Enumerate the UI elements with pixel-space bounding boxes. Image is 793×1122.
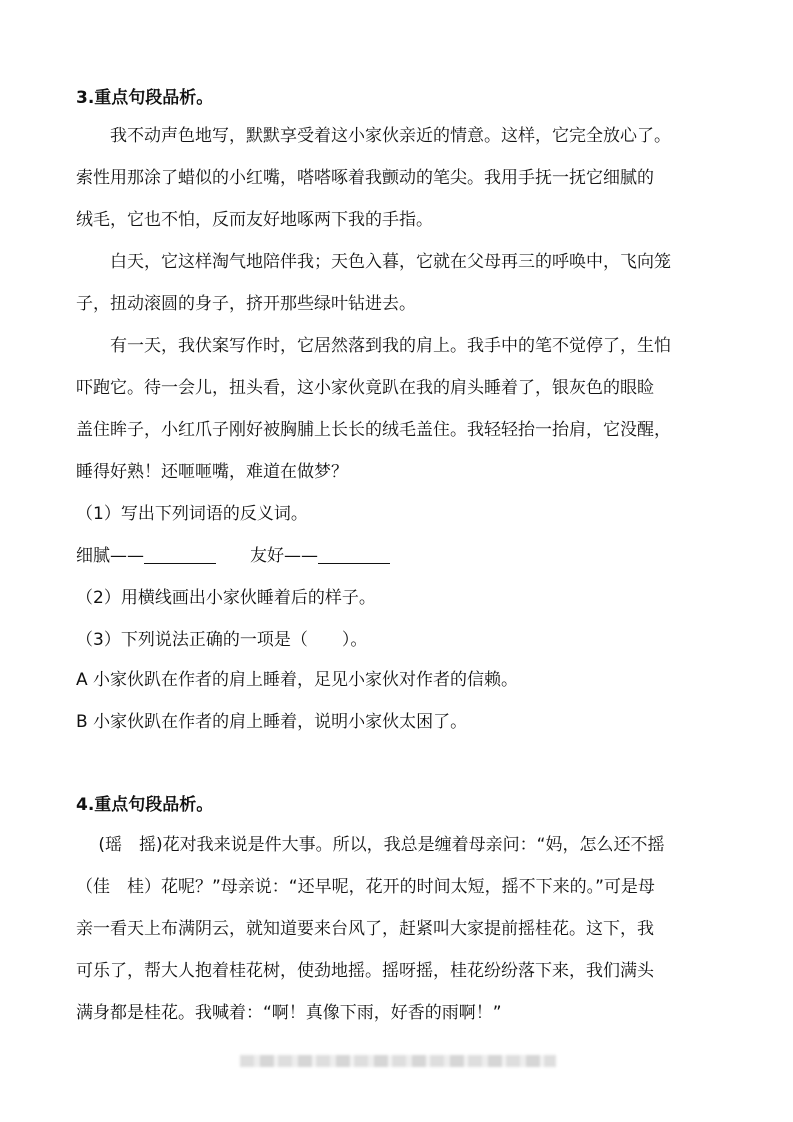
section3-text-line: 白天，它这样淘气地陪伴我；天色入暮，它就在父母再三的呼唤中，飞向笼	[76, 252, 671, 272]
question-1: （1）写出下列词语的反义词。	[76, 504, 308, 524]
answer-blank-2[interactable]	[318, 546, 390, 564]
section4-text-line: （佳 桂）花呢？”母亲说：“还早呢，花开的时间太短，摇不下来的。”可是母	[76, 877, 655, 897]
antonym-word-2: 友好——	[250, 546, 318, 566]
option-a: A 小家伙趴在作者的肩上睡着，足见小家伙对作者的信赖。	[76, 670, 519, 690]
section3-text-line: 绒毛，它也不怕，反而友好地啄两下我的手指。	[76, 210, 433, 230]
antonym-row	[76, 544, 390, 568]
option-b: B 小家伙趴在作者的肩上睡着，说明小家伙太困了。	[76, 712, 468, 732]
section3-heading: 3.重点句段品析。	[76, 88, 214, 108]
section4-heading: 4.重点句段品析。	[76, 795, 214, 815]
section3-text-line: 索性用那涂了蜡似的小红嘴，嗒嗒啄着我颤动的笔尖。我用手抚一抚它细腻的	[76, 168, 654, 188]
section4-text-line: 可乐了，帮大人抱着桂花树，使劲地摇。摇呀摇，桂花纷纷落下来，我们满头	[76, 961, 654, 981]
answer-blank-1[interactable]	[144, 546, 216, 564]
question-3: （3）下列说法正确的一项是（ ）。	[76, 630, 368, 650]
section4-text-line: 满身都是桂花。我喊着：“啊！真像下雨，好香的雨啊！”	[76, 1003, 502, 1023]
section3-text-line: 盖住眸子，小红爪子刚好被胸脯上长长的绒毛盖住。我轻轻抬一抬肩，它没醒，	[76, 420, 671, 440]
section3-text-line: 睡得好熟！还咂咂嘴，难道在做梦？	[76, 462, 348, 482]
section3-text-line: 子，扭动滚圆的身子，挤开那些绿叶钻进去。	[76, 294, 416, 314]
section3-text-line: 吓跑它。待一会儿，扭头看，这小家伙竟趴在我的肩头睡着了，银灰色的眼睑	[76, 378, 654, 398]
section4-text-line: 亲一看天上布满阴云，就知道要来台风了，赶紧叫大家提前摇桂花。这下，我	[76, 919, 654, 939]
question-2: （2）用横线画出小家伙睡着后的样子。	[76, 588, 376, 608]
section3-text-line: 有一天，我伏案写作时，它居然落到我的肩上。我手中的笔不觉停了，生怕	[76, 336, 671, 356]
blurred-footer-watermark	[240, 1055, 556, 1067]
section3-text-line: 我不动声色地写，默默享受着这小家伙亲近的情意。这样，它完全放心了。	[76, 126, 671, 146]
antonym-word-1: 细腻——	[76, 546, 144, 566]
section4-text-line: (瑶 摇)花对我来说是件大事。所以，我总是缠着母亲问：“妈，怎么还不摇	[76, 835, 665, 855]
